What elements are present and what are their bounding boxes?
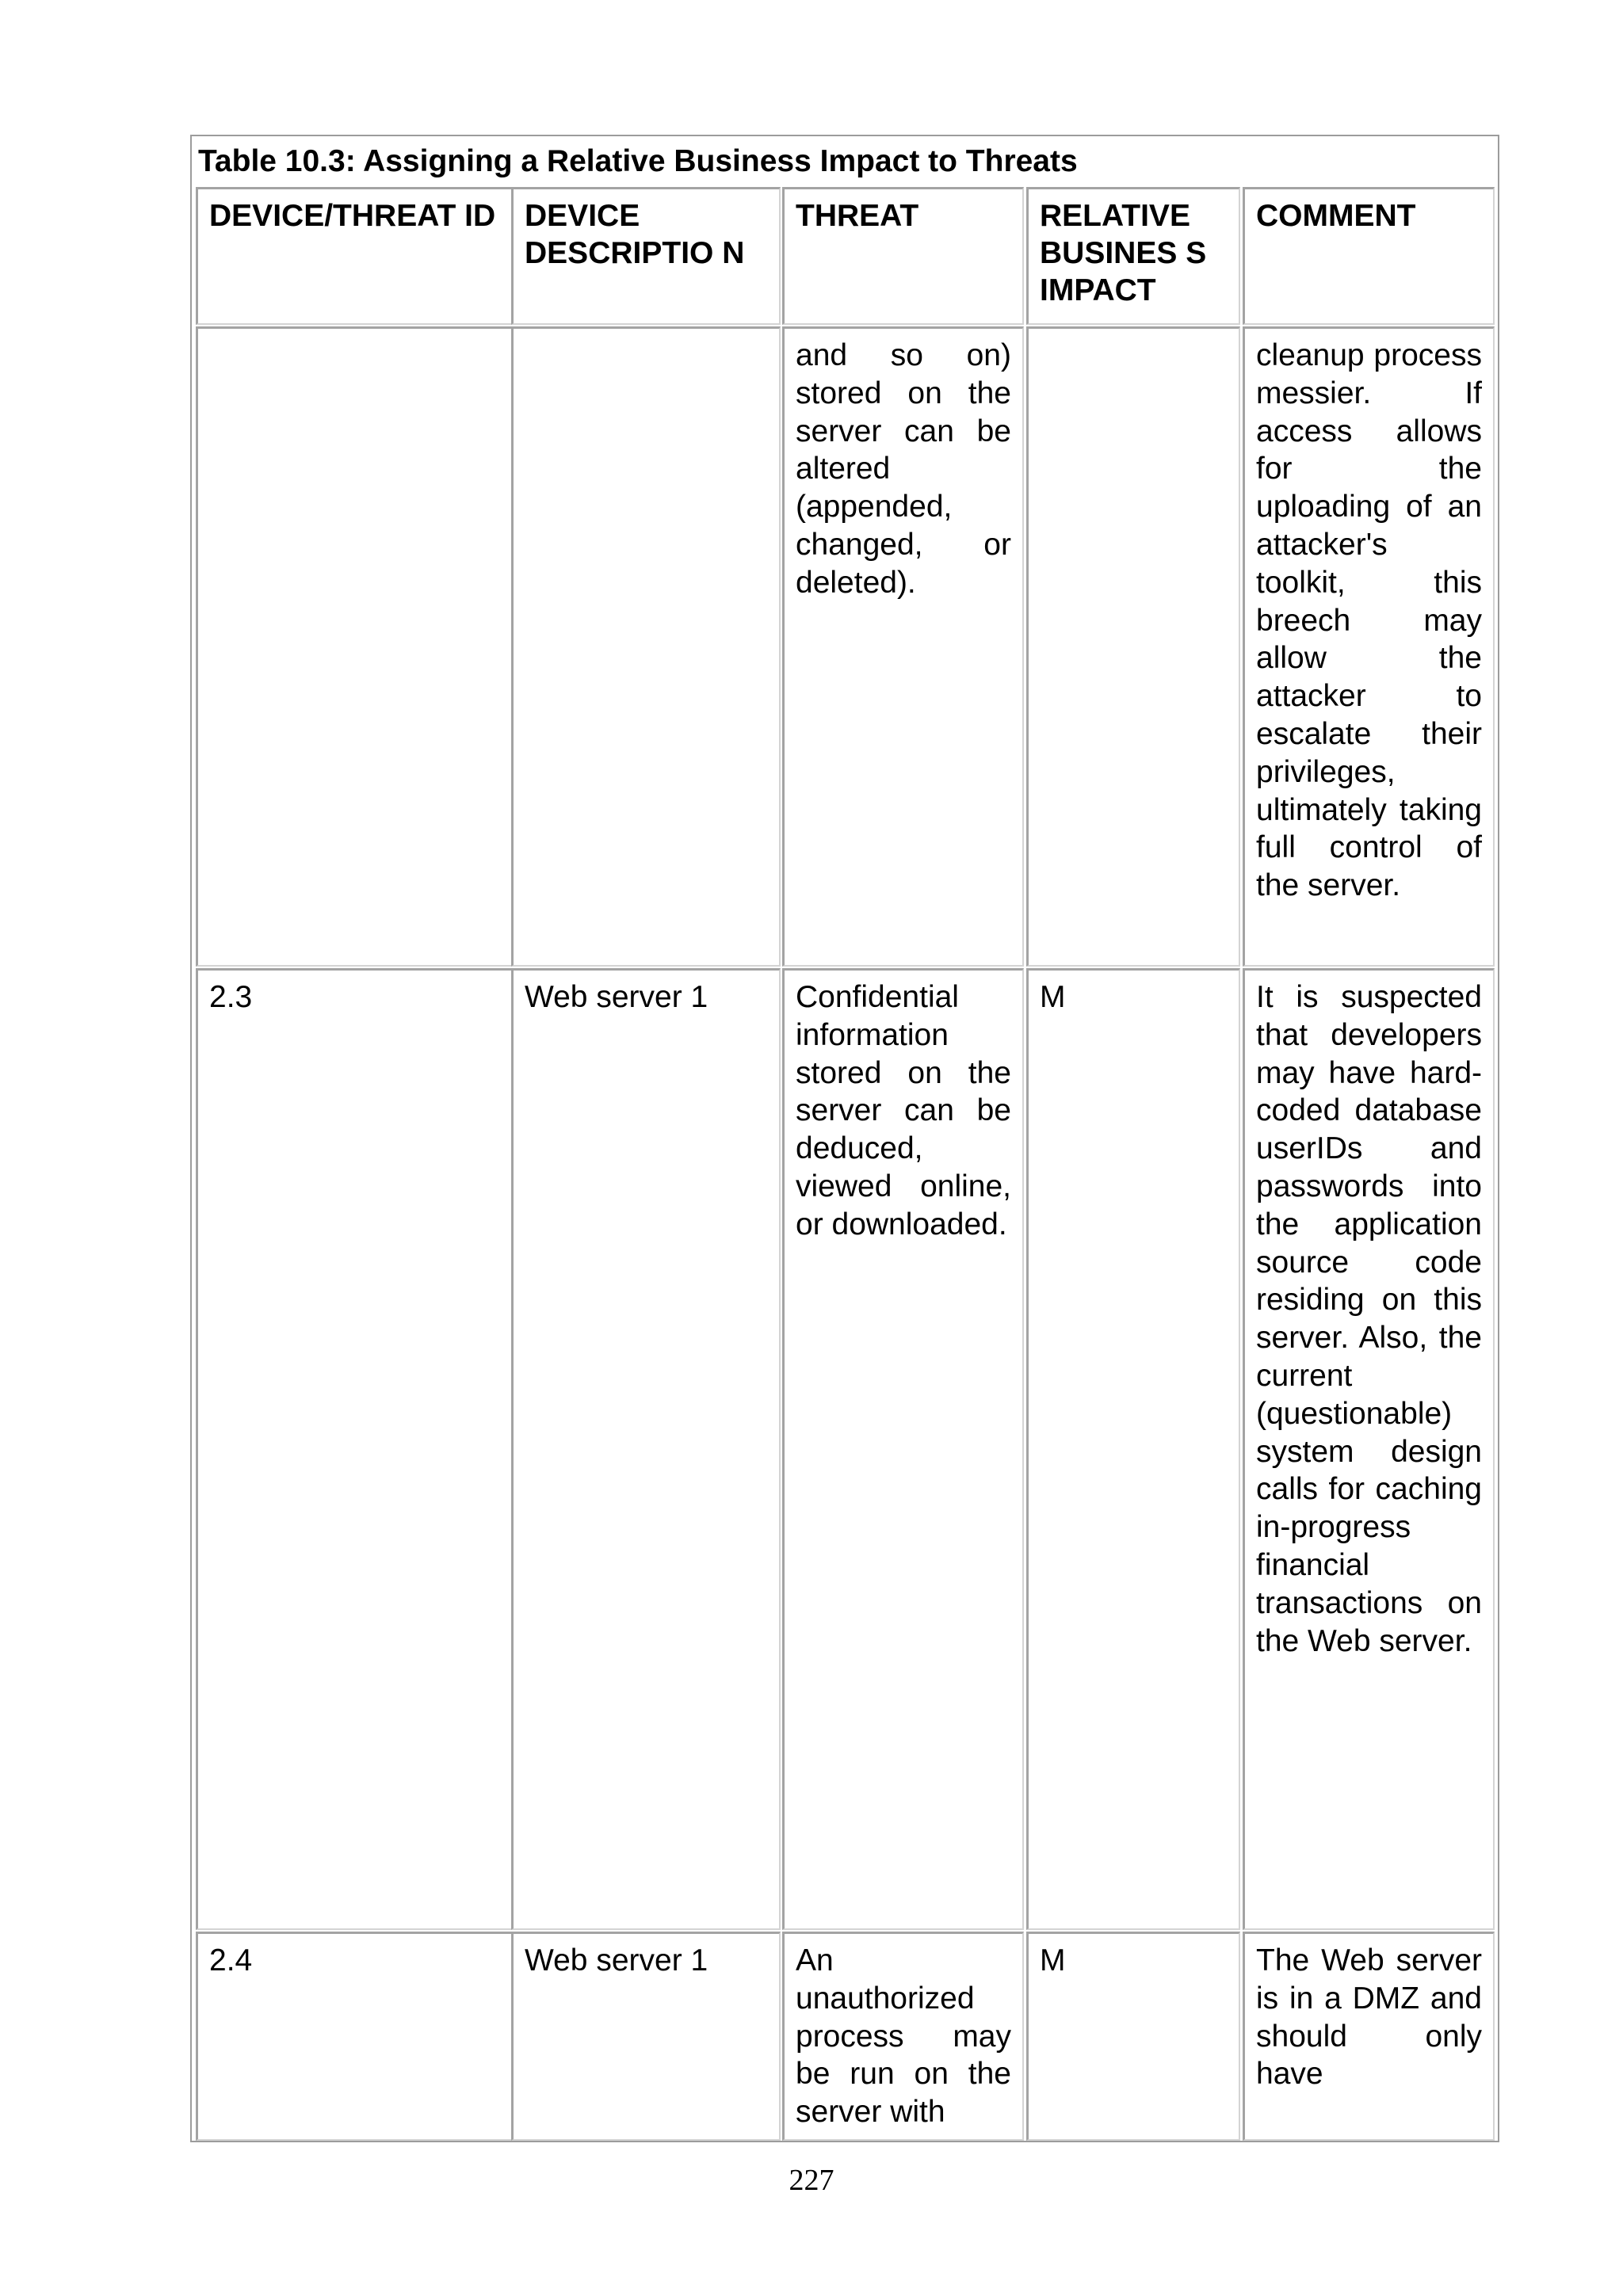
table-row-1-impact	[1026, 326, 1240, 967]
table-row-2-id: 2.3	[196, 968, 513, 1930]
table-row-1-device	[511, 326, 781, 967]
header-device-description: DEVICE DESCRIPTIO N	[511, 187, 781, 325]
threat-impact-table	[190, 135, 1499, 2142]
page-number: 227	[789, 2164, 834, 2197]
table-row-1-comment: cleanup process messier. If access allows for the uploading of an attacker's toolkit, this breech may allow the attacker to escalate their privileges, ultimately taking full control of the server.	[1243, 326, 1495, 967]
table-row-3-id: 2.4	[196, 1932, 513, 2141]
table-row-1-threat: and so on) stored on the server can be altered (appended, changed, or deleted).	[782, 326, 1024, 967]
table-row-2-comment: It is suspected that developers may have hard-coded database userIDs and passwords into the application source code residing on this server. Also, the current (questionable) system design calls for caching in-progress financial transactions on the Web server.	[1243, 968, 1495, 1930]
table-row-2-device: Web server 1	[511, 968, 781, 1930]
table-row-3-impact: M	[1026, 1932, 1240, 2141]
table-row-1-id	[196, 326, 513, 967]
header-comment: COMMENT	[1243, 187, 1495, 325]
header-device-threat-id: DEVICE/THREAT ID	[196, 187, 513, 325]
table-row-2-impact: M	[1026, 968, 1240, 1930]
header-relative-business-impact: RELATIVE BUSINES S IMPACT	[1026, 187, 1240, 325]
table-row-2-threat: Confidential information stored on the server can be deduced, viewed online, or downloaded.	[782, 968, 1024, 1930]
table-row-3-threat: An unauthorized process may be run on the server with	[782, 1932, 1024, 2141]
table-caption: Table 10.3: Assigning a Relative Business Impact to Threats	[198, 144, 1078, 178]
header-threat: THREAT	[782, 187, 1024, 325]
table-row-3-device: Web server 1	[511, 1932, 781, 2141]
table-row-3-comment: The Web server is in a DMZ and should only have	[1243, 1932, 1495, 2141]
